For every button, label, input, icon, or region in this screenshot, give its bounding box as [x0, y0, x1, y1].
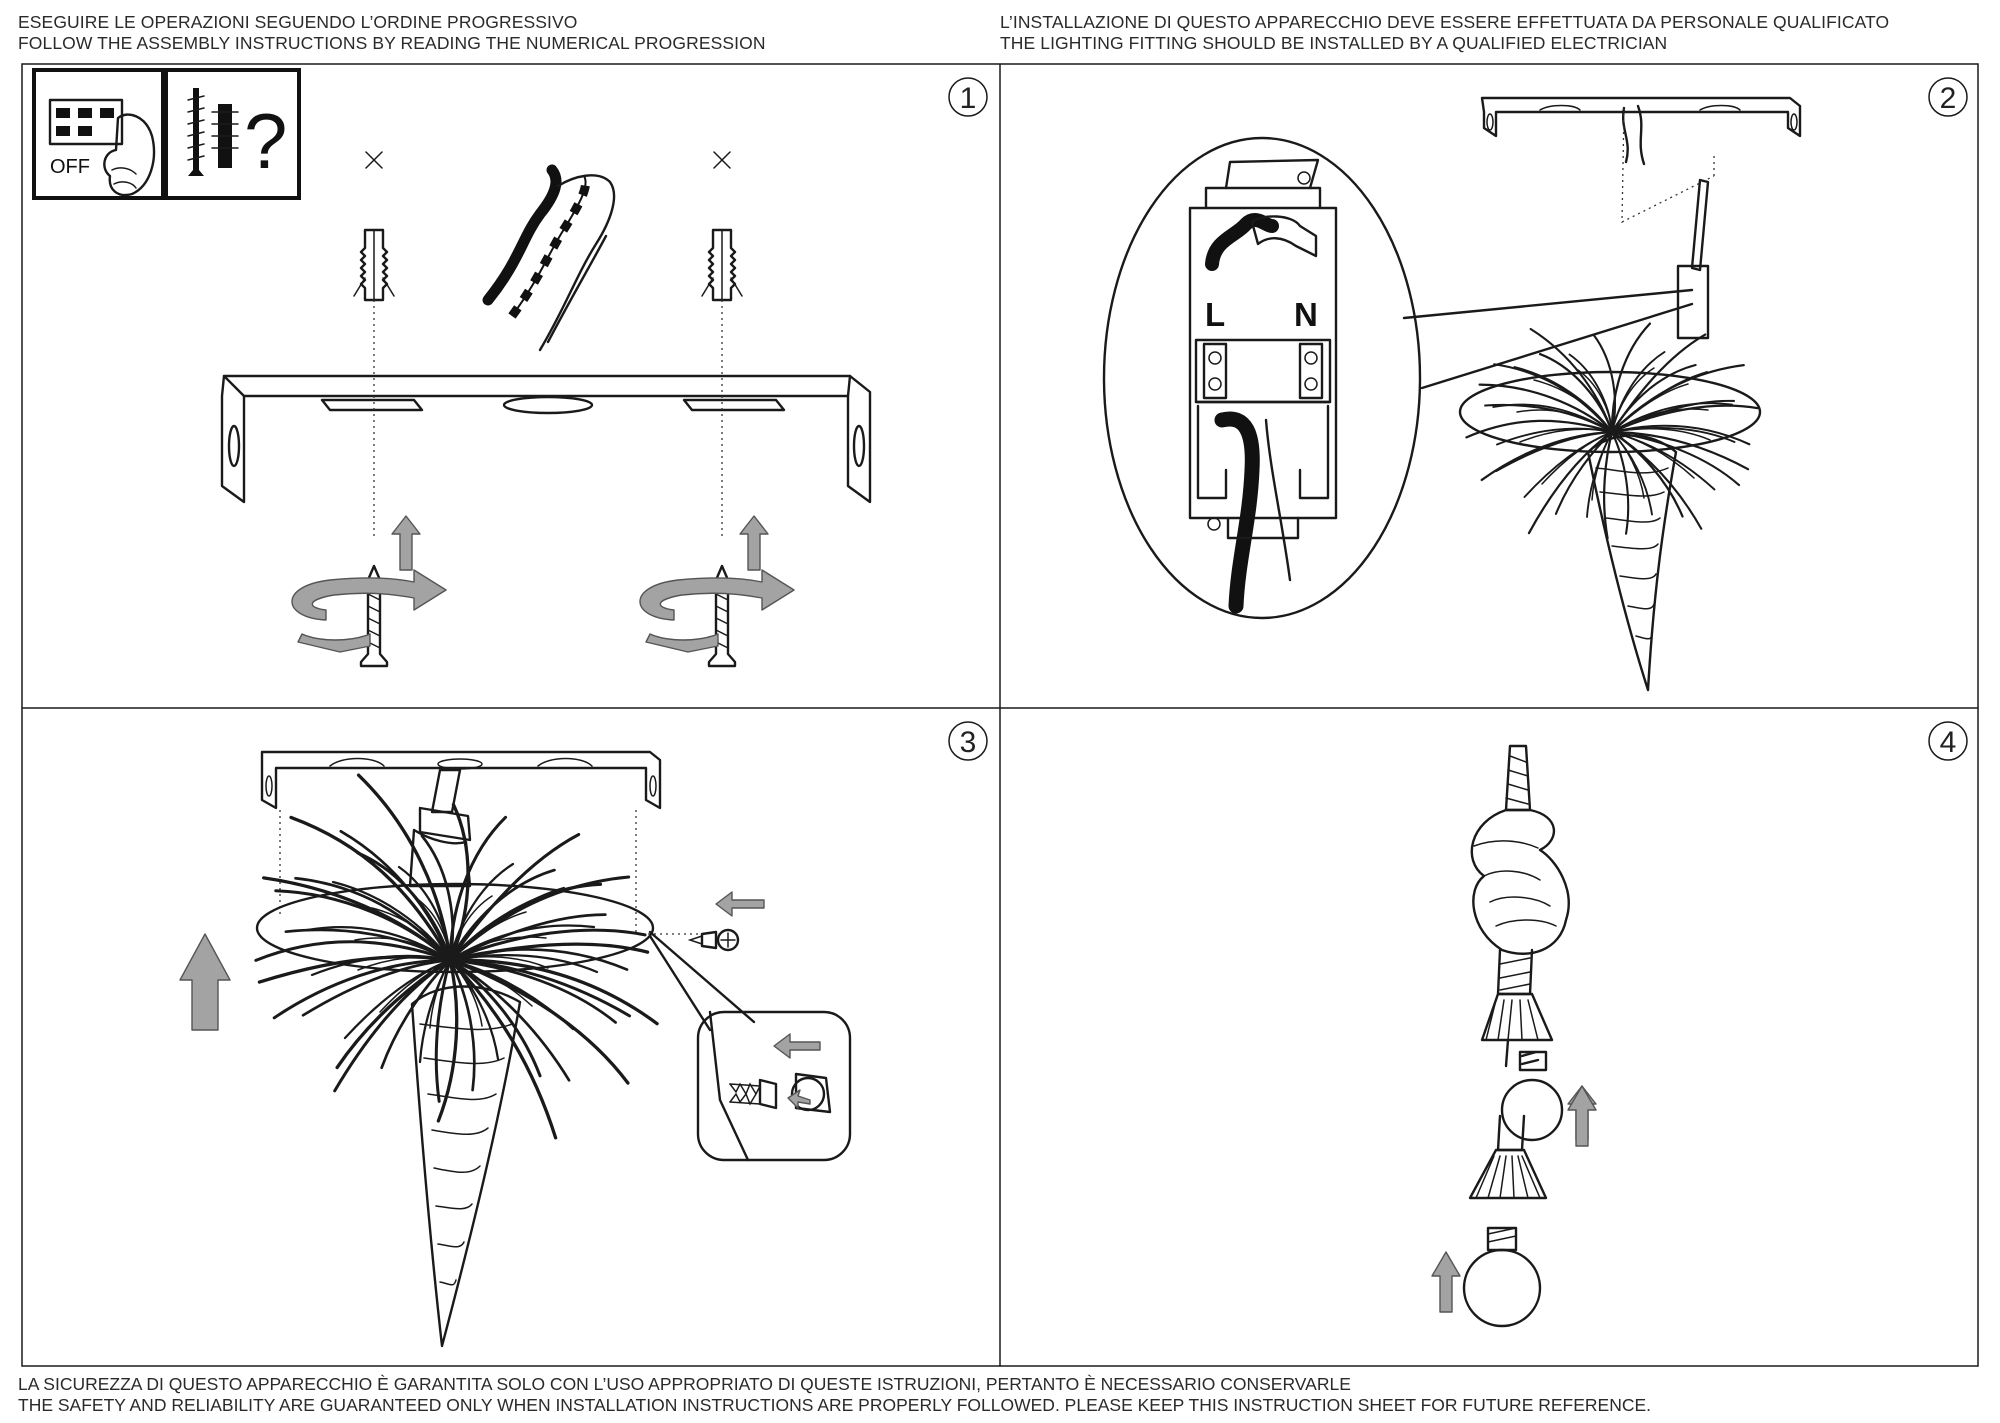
step-4-panel: [1432, 722, 1967, 1326]
rope-tassel-upper: [1482, 994, 1552, 1066]
header-left-italian: ESEGUIRE LE OPERAZIONI SEGUENDO L’ORDINE PROGRESSIVO: [18, 12, 578, 32]
step-3-number: [949, 722, 987, 760]
lamp-assembly-step3: [194, 734, 707, 1346]
ceiling-bracket-mounted: [1482, 98, 1800, 164]
step-2-panel: [1104, 78, 1967, 690]
lift-arrow: [180, 934, 230, 1030]
header-right-english: THE LIGHTING FITTING SHOULD BE INSTALLED BY A QUALIFIED ELECTRICIAN: [1000, 33, 1668, 53]
rope-knot: [1472, 746, 1569, 994]
power-off-switch-icon: [34, 70, 163, 198]
footer-italian: LA SICUREZZA DI QUESTO APPARECCHIO È GARANTITA SOLO CON L’USO APPROPRIATO DI QUESTE ISTRUZIONI, PERTANTO È NECESSARIO CONSERVARLE: [18, 1374, 1351, 1394]
terminal-label-n: N: [1294, 296, 1318, 333]
off-label: OFF: [50, 156, 90, 178]
bulb-install-arrow-upper: [1568, 1086, 1596, 1146]
step-4-number-text: 4: [1939, 726, 1957, 759]
screw-and-anchor-icon: [166, 70, 299, 198]
step-3-panel: [180, 722, 987, 1346]
footer: [18, 1374, 1651, 1416]
step-4-number: [1929, 722, 1967, 760]
ceiling-bracket: [222, 376, 870, 502]
footer-english: THE SAFETY AND RELIABILITY ARE GUARANTEED ONLY WHEN INSTALLATION INSTRUCTIONS ARE PROPERLY FOLLOWED. PLEASE KEEP THIS INSTRUCTION SHEET FOR FUTURE REFERENCE.: [18, 1395, 1652, 1415]
step-1-number-text: 1: [959, 82, 977, 115]
header-right-italian: L’INSTALLAZIONE DI QUESTO APPARECCHIO DEVE ESSERE EFFETTUATA DA PERSONALE QUALIFICATO: [1000, 12, 1890, 32]
light-bulb: [1464, 1228, 1540, 1326]
fixing-screw: [690, 892, 764, 950]
screw-right: [640, 516, 794, 666]
step-2-number-text: 2: [1939, 82, 1957, 115]
rope-tassel-lower: [1470, 1150, 1546, 1198]
wall-anchor-left: [354, 152, 394, 300]
ceiling-bracket-step3: [262, 752, 660, 808]
screw-detail-zoom: [698, 1012, 850, 1160]
step-1-number: [949, 78, 987, 116]
step-1-panel: [34, 70, 987, 666]
screw-left: [292, 516, 446, 666]
mains-cable: [488, 170, 614, 350]
terminal-block-zoom: [1104, 138, 1420, 618]
lamp-small-mounted: [1451, 180, 1780, 690]
step-2-number: [1929, 78, 1967, 116]
header-left-english: FOLLOW THE ASSEMBLY INSTRUCTIONS BY READING THE NUMERICAL PROGRESSION: [18, 33, 766, 53]
bulb-install-arrow-lower: [1432, 1252, 1460, 1312]
terminal-label-l: L: [1205, 296, 1226, 333]
panel-frame: [22, 64, 1978, 1366]
wall-anchor-right: [702, 152, 742, 300]
lamp-socket-rope: [1498, 1052, 1562, 1150]
step-3-number-text: 3: [959, 726, 977, 759]
question-mark-icon: ?: [244, 97, 288, 185]
